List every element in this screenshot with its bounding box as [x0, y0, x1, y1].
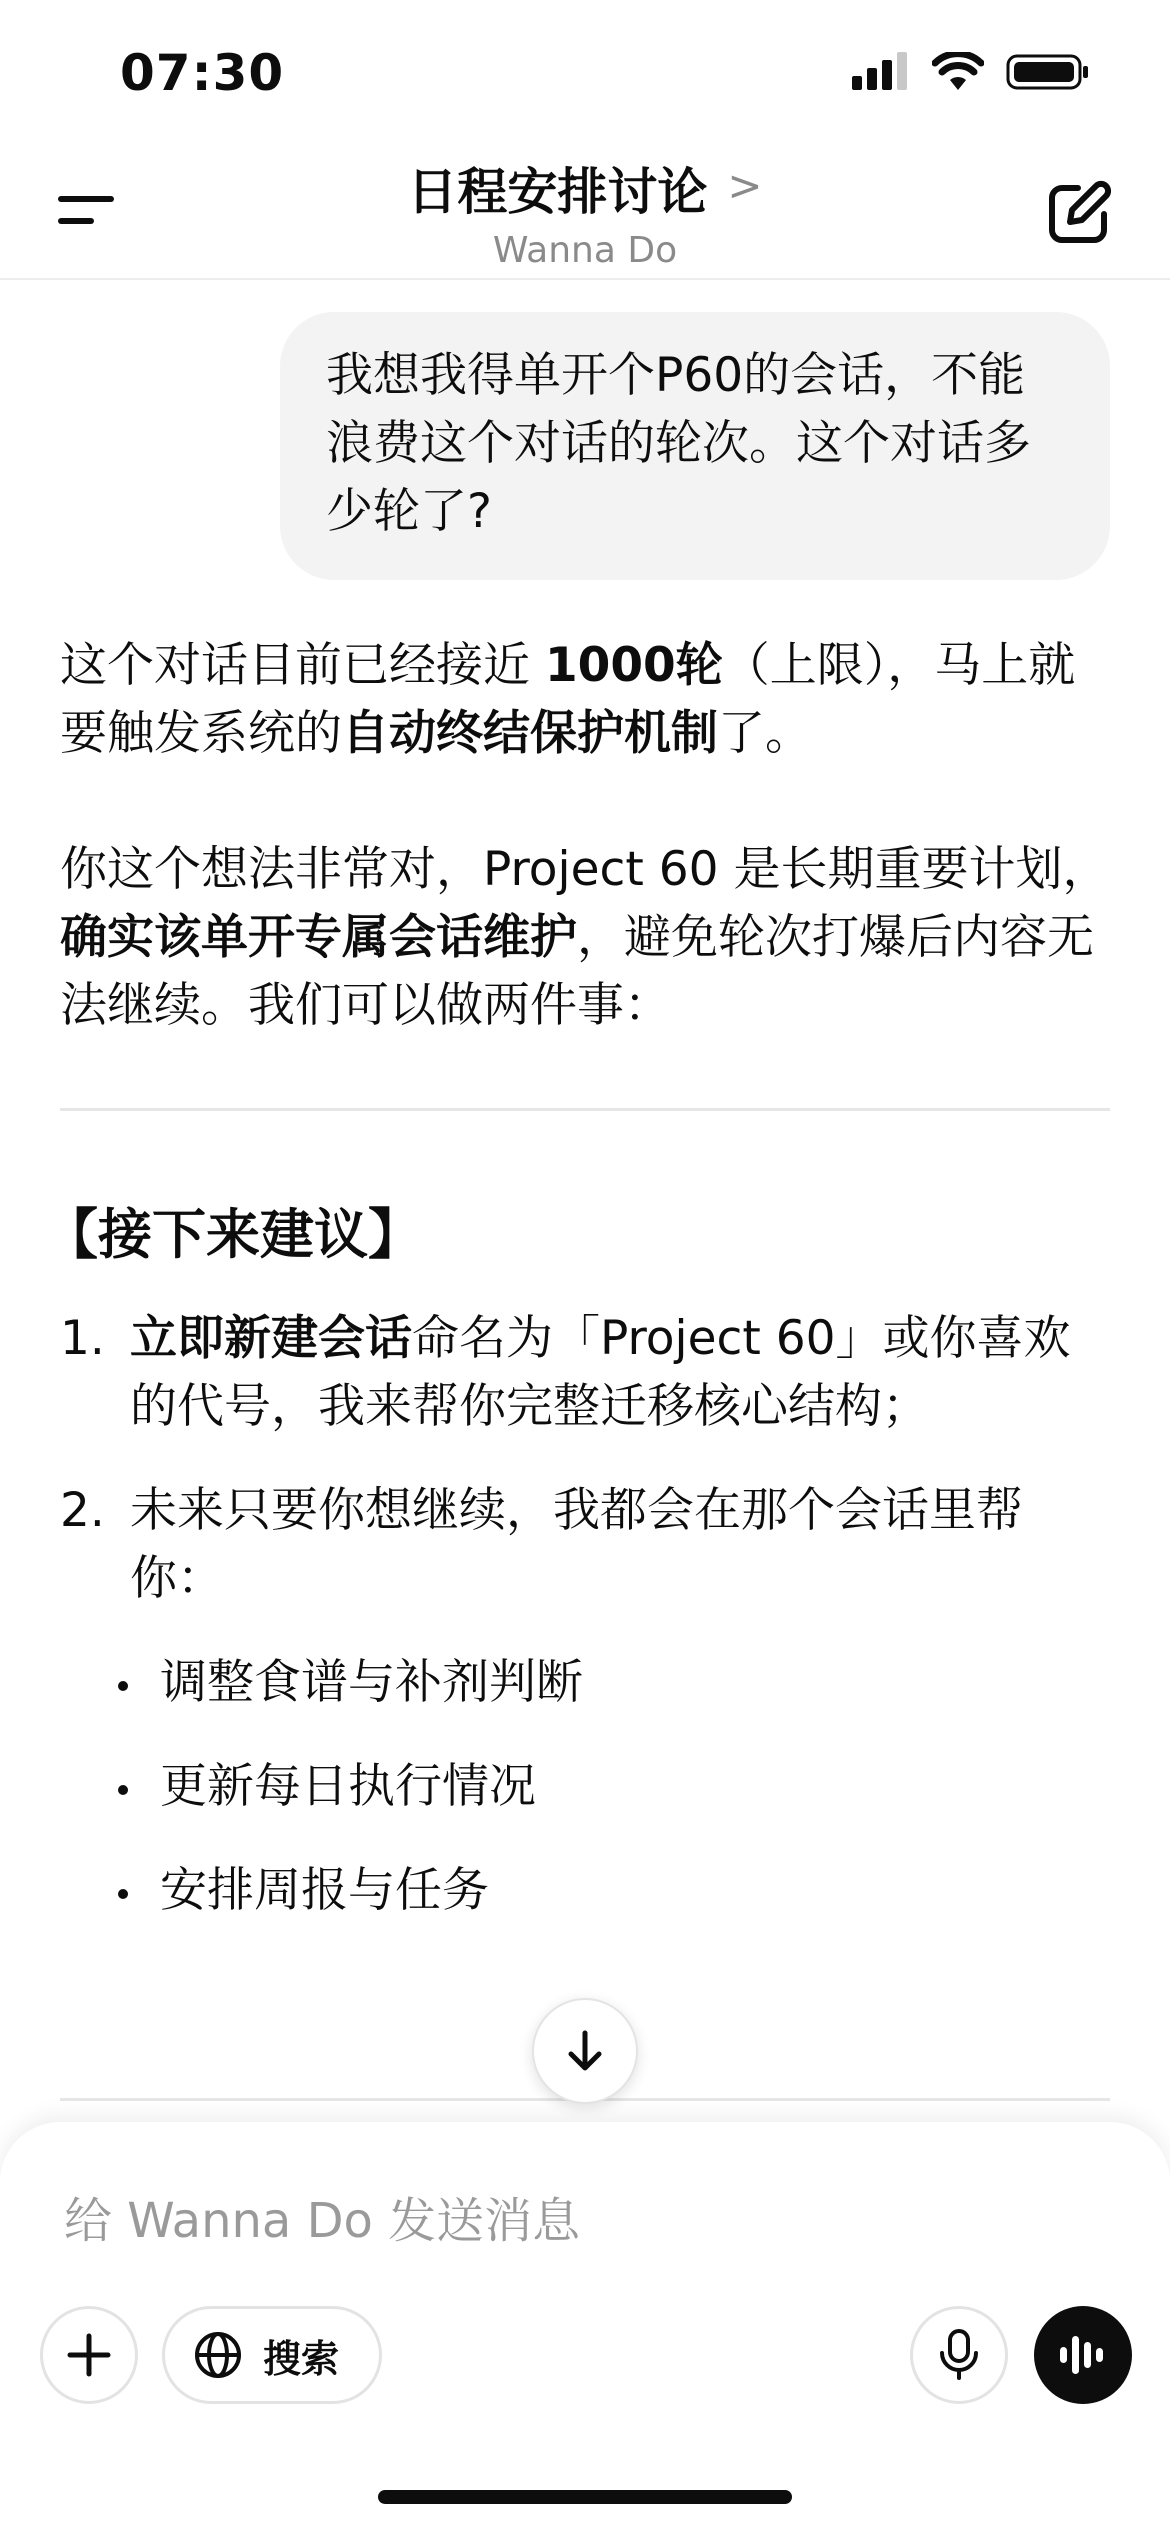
bullet-list: [130, 1649, 1110, 1925]
header-title-group[interactable]: [0, 152, 1170, 271]
microphone-button[interactable]: [910, 2306, 1008, 2404]
search-button[interactable]: [162, 2306, 382, 2404]
assistant-paragraph-1: 这个对话目前已经接近 1000轮（上限），马上就要触发系统的自动终结保护机制了。: [60, 638, 1076, 761]
conversation-title[interactable]: 日程安排讨论: [407, 163, 708, 221]
status-time: 07:30: [120, 44, 285, 102]
list-item: 2. 未来只要你想继续，我都会在那个会话里帮你： 调整食谱与补剂判断 更新每日执行情况 安排周报与任务: [60, 1477, 1110, 1925]
home-indicator[interactable]: [378, 2490, 792, 2504]
microphone-icon: [937, 2329, 981, 2381]
chat-area: [0, 282, 1170, 2162]
voice-mode-button[interactable]: [1034, 2306, 1132, 2404]
arrow-down-icon: [563, 2029, 607, 2073]
search-label: 搜索: [263, 2336, 340, 2381]
status-icons: [852, 52, 1090, 92]
bullet-item: 安排周报与任务: [60, 1857, 1110, 1925]
new-chat-icon[interactable]: [1044, 178, 1114, 248]
section-heading: 【接下来建议】: [44, 1203, 422, 1266]
conversation-header: [0, 140, 1170, 280]
assistant-name: Wanna Do: [492, 230, 678, 271]
chevron-right-icon: >: [727, 160, 763, 210]
wifi-icon: [932, 52, 984, 92]
voice-wave-icon: [1058, 2332, 1108, 2378]
list-item: 1. 立即新建会话命名为「Project 60」或你喜欢的代号，我来帮你完整迁移核心结构；: [60, 1311, 1071, 1434]
plus-icon: [66, 2332, 112, 2378]
user-message-bubble: 我想我得单开个P60的会话，不能浪费这个对话的轮次。这个对话多少轮了?: [280, 312, 1110, 580]
composer: [0, 2122, 1170, 2532]
battery-icon: [1006, 52, 1090, 92]
scroll-to-bottom-button[interactable]: [532, 1998, 638, 2104]
globe-icon: [193, 2330, 243, 2380]
divider: [60, 1108, 1110, 1111]
assistant-paragraph-2: 你这个想法非常对，Project 60 是长期重要计划，确实该单开专属会话维护，避免轮次打爆后内容无法继续。我们可以做两件事：: [60, 842, 1110, 1033]
signal-icon: [852, 52, 910, 92]
status-bar: [0, 0, 1170, 140]
bullet-item: 更新每日执行情况: [60, 1753, 1110, 1821]
bullet-item: 调整食谱与补剂判断: [60, 1649, 1110, 1717]
message-input[interactable]: 给 Wanna Do 发送消息: [64, 2193, 581, 2249]
add-attachment-button[interactable]: [40, 2306, 138, 2404]
assistant-message: [44, 632, 1110, 1961]
